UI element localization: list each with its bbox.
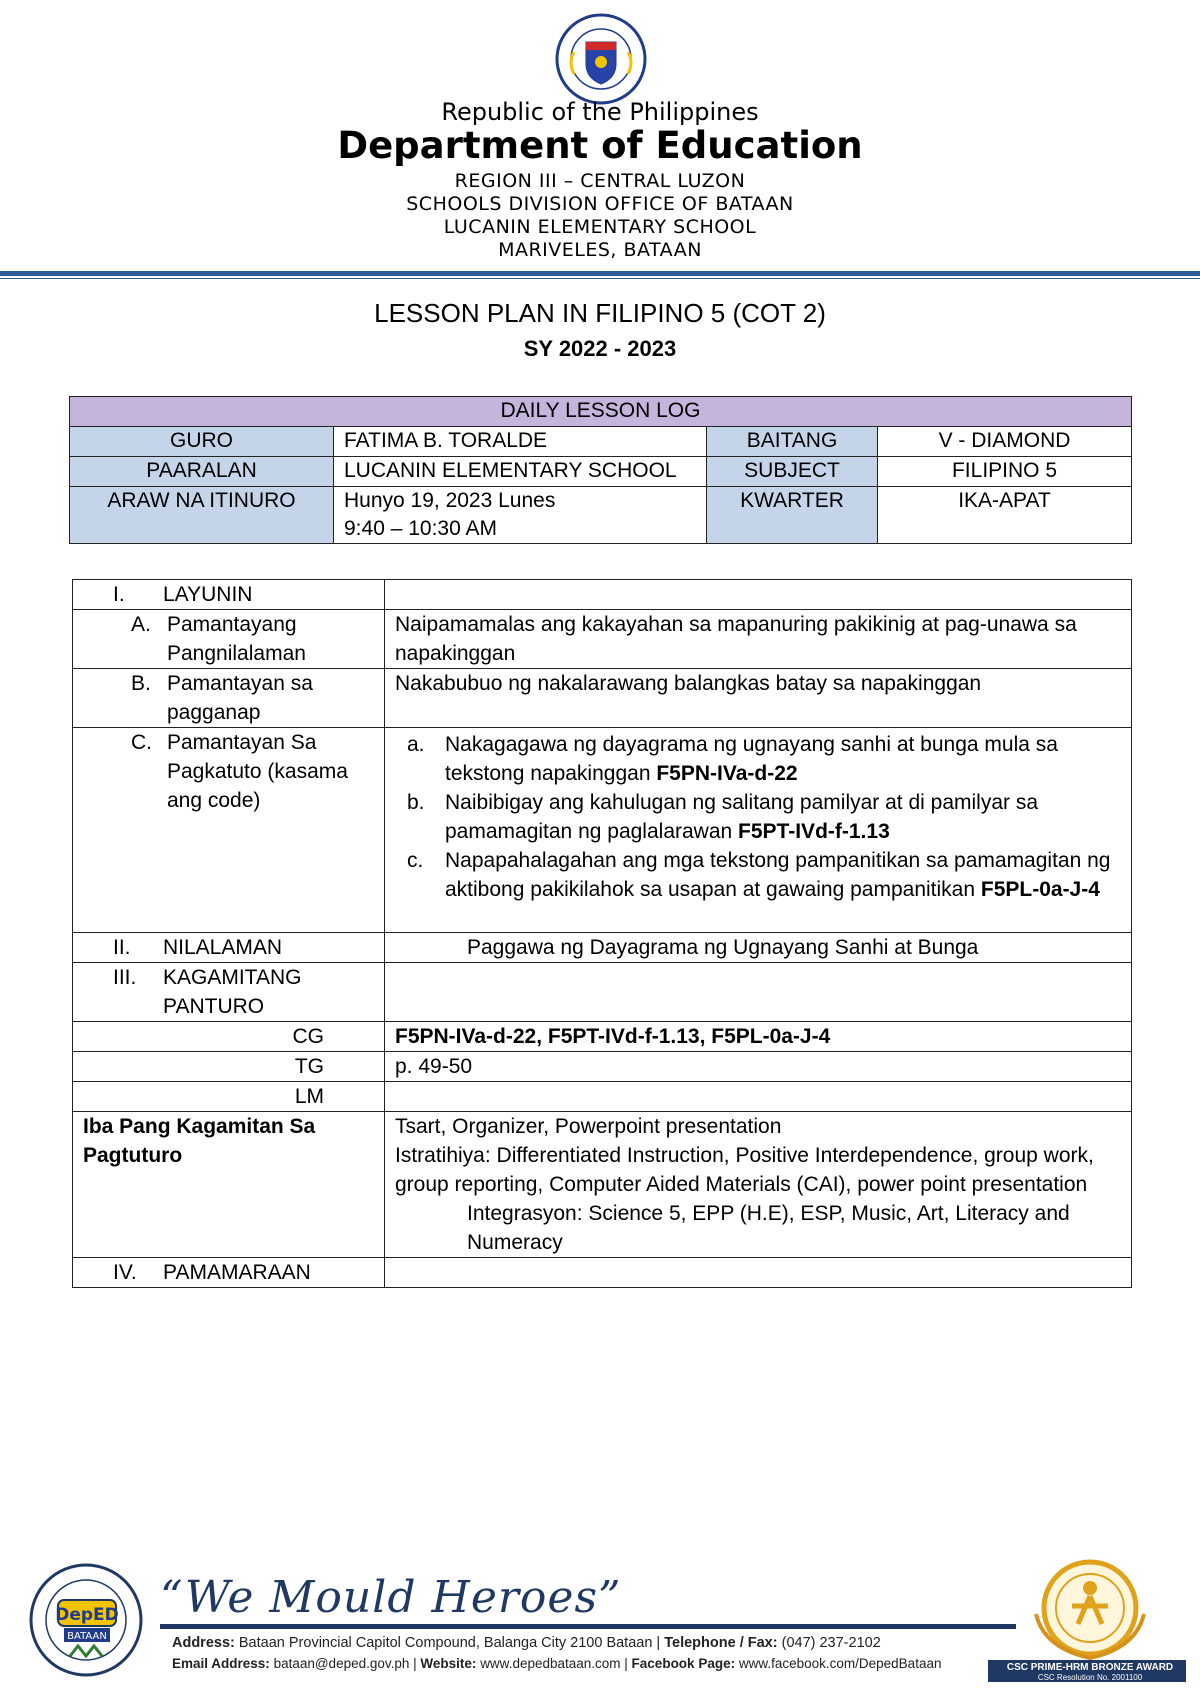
- objective-text: Naipamamalas ang kakayahan sa mapanuring pakikinig at pag-unawa sa napakinggan: [385, 610, 1132, 669]
- competency-code: F5PL-0a-J-4: [980, 878, 1100, 901]
- objective-label: Pamantayang Pangnilalaman: [167, 613, 306, 665]
- address-label: Address:: [172, 1635, 235, 1651]
- dll-label: KWARTER: [707, 487, 878, 544]
- school-line: LUCANIN ELEMENTARY SCHOOL: [443, 216, 757, 238]
- section-number: IV.: [113, 1261, 137, 1284]
- material-row: [73, 1022, 1132, 1052]
- email-label: Email Address:: [172, 1656, 270, 1671]
- deped-logo-text: DepED: [55, 1605, 119, 1625]
- dll-row: [70, 457, 1132, 487]
- material-row: [73, 1112, 1132, 1258]
- objective-label: Pamantayan Sa Pagkatuto (kasama ang code): [167, 731, 348, 812]
- lesson-plan-table: [72, 579, 1132, 1288]
- section-heading: [73, 963, 385, 1022]
- address-line: Address: Bataan Provincial Capitol Compound, Balanga City 2100 Bataan | Telephone / Fax: (047) 237-2102: [172, 1635, 881, 1651]
- learning-competencies: [385, 728, 1132, 933]
- objective-label-cell: [73, 610, 385, 669]
- content-text: Paggawa ng Dayagrama ng Ugnayang Sanhi at Bunga: [385, 933, 1132, 963]
- objective-row: [73, 669, 1132, 728]
- objective-label-cell: [73, 669, 385, 728]
- dll-date: Hunyo 19, 2023 Lunes: [344, 489, 556, 512]
- section-number: I.: [113, 583, 125, 606]
- division-line: SCHOOLS DIVISION OFFICE OF BATAAN: [406, 193, 794, 215]
- section-heading: [73, 933, 385, 963]
- motto: “We Mould Heroes”: [160, 1572, 622, 1623]
- section-number: III.: [113, 966, 137, 989]
- dll-heading-row: [70, 397, 1132, 427]
- dll-time: 9:40 – 10:30 AM: [344, 517, 497, 540]
- competency-text: Nakagagawa ng dayagrama ng ugnayang sanhi at bunga mula sa tekstong napakinggan: [445, 733, 1058, 785]
- material-value: p. 49-50: [385, 1052, 1132, 1082]
- objective-row: [73, 610, 1132, 669]
- address-value: Bataan Provincial Capitol Compound, Balanga City 2100 Bataan: [238, 1635, 653, 1651]
- section-content: [385, 1258, 1132, 1288]
- section-row: [73, 1258, 1132, 1288]
- objective-label-cell: [73, 728, 385, 933]
- materials-line: Tsart, Organizer, Powerpoint presentation: [395, 1115, 782, 1138]
- dll-value: FILIPINO 5: [878, 457, 1132, 487]
- material-value: [385, 1082, 1132, 1112]
- email-value[interactable]: bataan@deped.gov.ph: [273, 1656, 410, 1671]
- header-divider: [0, 271, 1200, 276]
- facebook-label: Facebook Page:: [631, 1656, 736, 1671]
- section-row: [73, 963, 1132, 1022]
- objective-label: Pamantayan sa pagganap: [167, 672, 313, 724]
- dll-value-date: [334, 487, 707, 544]
- section-title: LAYUNIN: [163, 583, 253, 606]
- material-value: F5PN-IVa-d-22, F5PT-IVd-f-1.13, F5PL-0a-J-4: [385, 1022, 1132, 1052]
- competency-item: [395, 846, 1121, 904]
- competency-text: Napapahalagahan ang mga tekstong pampanitikan sa pamamagitan ng aktibong pakikilahok sa usapan at gawaing pampanitikan: [445, 849, 1111, 901]
- competency-item: [395, 788, 1121, 846]
- objective-row: [73, 728, 1132, 933]
- strategy-line: Istratihiya: Differentiated Instruction, Positive Interdependence, group work, group reporting, Computer Aided Materials (CAI), power point presentation: [395, 1144, 1094, 1196]
- competency-code: F5PN-IVa-d-22: [656, 762, 798, 785]
- dll-value: FATIMA B. TORALDE: [334, 427, 707, 457]
- material-row: [73, 1052, 1132, 1082]
- section-content: [385, 963, 1132, 1022]
- phone-value: (047) 237-2102: [781, 1635, 881, 1651]
- dll-heading: DAILY LESSON LOG: [70, 397, 1132, 427]
- dll-value: IKA-APAT: [878, 487, 1132, 544]
- lesson-plan-title: LESSON PLAN IN FILIPINO 5 (COT 2): [374, 298, 826, 328]
- deped-logo-subtext: BATAAN: [67, 1631, 107, 1642]
- section-heading: [73, 580, 385, 610]
- dll-label: BAITANG: [707, 427, 878, 457]
- section-heading: [73, 1258, 385, 1288]
- facebook-link[interactable]: www.facebook.com/DepedBataan: [738, 1656, 942, 1671]
- other-materials-label: Iba Pang Kagamitan Sa Pagtuturo: [83, 1115, 316, 1167]
- competency-code: F5PT-IVd-f-1.13: [738, 820, 890, 843]
- town-line: MARIVELES, BATAAN: [498, 239, 702, 261]
- material-label: LM: [73, 1082, 385, 1112]
- deped-bataan-logo: [20, 1560, 162, 1678]
- header-divider-thin: [0, 278, 1200, 279]
- award-text: [990, 1662, 1190, 1682]
- section-content: [385, 580, 1132, 610]
- dll-row: [70, 427, 1132, 457]
- section-title: NILALAMAN: [163, 936, 283, 959]
- phone-label: Telephone / Fax:: [664, 1635, 778, 1651]
- footer-divider: [160, 1624, 1016, 1629]
- competency-letter: b.: [407, 791, 425, 814]
- dll-value: V - DIAMOND: [878, 427, 1132, 457]
- department-name: Department of Education: [337, 124, 863, 167]
- dll-label: GURO: [70, 427, 334, 457]
- other-materials: [385, 1112, 1132, 1258]
- dll-row: [70, 487, 1132, 544]
- material-label: CG: [73, 1022, 385, 1052]
- daily-lesson-log-table: [69, 396, 1132, 544]
- section-row: [73, 580, 1132, 610]
- material-label: [73, 1112, 385, 1258]
- section-title: KAGAMITANG PANTURO: [163, 966, 302, 1018]
- material-row: [73, 1082, 1132, 1112]
- dll-label: ARAW NA ITINURO: [70, 487, 334, 544]
- competency-text: Naibibigay ang kahulugan ng salitang pamilyar at di pamilyar sa pamamagitan ng paglalarawan: [445, 791, 1039, 843]
- section-title: PAMAMARAAN: [163, 1261, 311, 1284]
- competency-letter: a.: [407, 733, 425, 756]
- award-title: CSC PRIME-HRM BRONZE AWARD: [1006, 1662, 1174, 1673]
- objective-letter: C.: [131, 731, 152, 754]
- objective-letter: A.: [131, 613, 151, 636]
- dll-label: SUBJECT: [707, 457, 878, 487]
- section-number: II.: [113, 936, 131, 959]
- integration-line: Integrasyon: Science 5, EPP (H.E), ESP, Music, Art, Literacy and Numeracy: [467, 1202, 1070, 1254]
- school-year: SY 2022 - 2023: [523, 336, 677, 361]
- objective-text: Nakabubuo ng nakalarawang balangkas batay sa napakinggan: [385, 669, 1132, 728]
- competency-letter: c.: [407, 849, 424, 872]
- contact-line: Email Address: bataan@deped.gov.ph | Website: www.depedbataan.com | Facebook Page: www.facebook.com/DepedBataan: [172, 1656, 942, 1671]
- region-line: REGION III – CENTRAL LUZON: [454, 170, 746, 192]
- award-resolution: CSC Resolution No. 2001100: [1037, 1673, 1143, 1682]
- competency-item: [395, 730, 1121, 788]
- section-row: [73, 933, 1132, 963]
- objective-letter: B.: [131, 672, 151, 695]
- csc-award-logo: [1022, 1554, 1158, 1672]
- material-label: TG: [73, 1052, 385, 1082]
- dll-label: PAARALAN: [70, 457, 334, 487]
- deped-seal-logo: [546, 12, 656, 106]
- republic-line: Republic of the Philippines: [441, 98, 759, 126]
- website-label: Website:: [420, 1656, 477, 1671]
- dll-value: LUCANIN ELEMENTARY SCHOOL: [334, 457, 707, 487]
- website-link[interactable]: www.depedbataan.com: [480, 1656, 621, 1671]
